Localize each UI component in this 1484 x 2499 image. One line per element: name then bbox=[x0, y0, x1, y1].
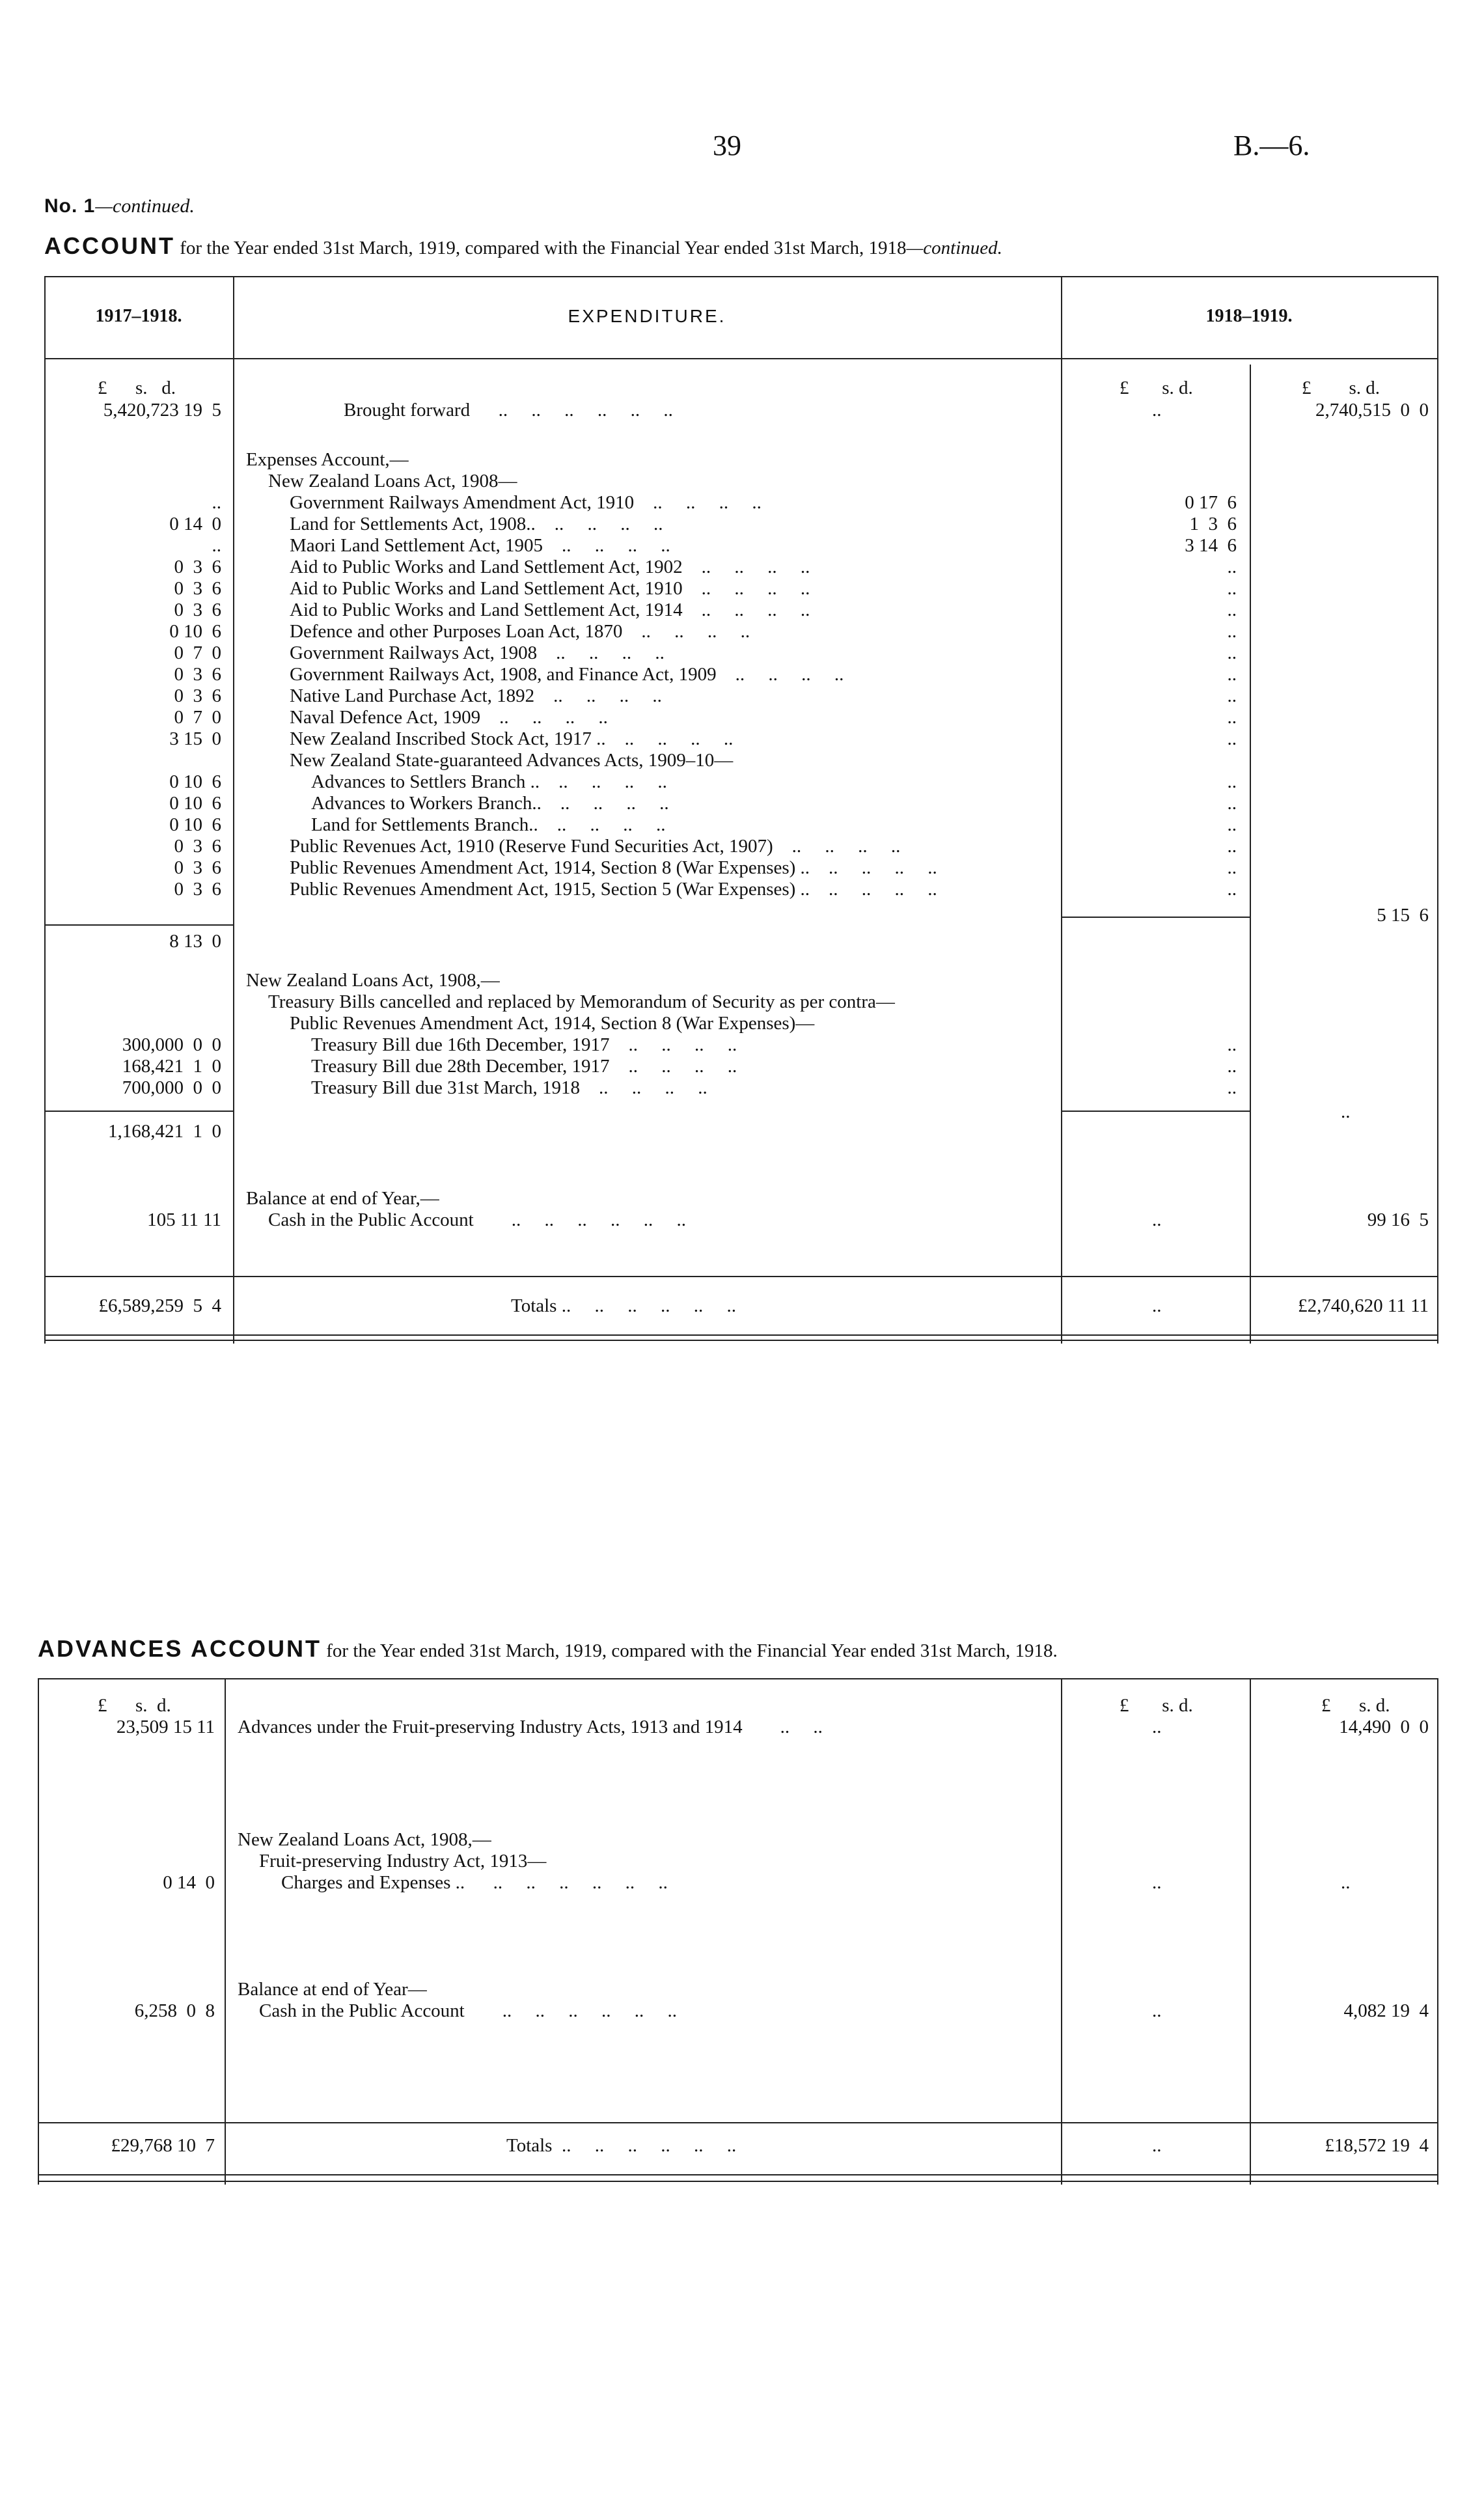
nzla-title: New Zealand Loans Act, 1908— bbox=[268, 471, 517, 491]
adv-units-r2: £ s. d. bbox=[1321, 1695, 1390, 1716]
revenue-item-r1: .. bbox=[1227, 879, 1237, 900]
adv-row1-left: 23,509 15 11 bbox=[116, 1717, 215, 1737]
treasury-bill-label: Treasury Bill due 31st March, 1918 .. .. .. .. bbox=[311, 1077, 708, 1098]
expense-item-label: Government Railways Act, 1908, and Finance Act, 1909 .. .. .. .. bbox=[290, 664, 844, 685]
adv-totals-r2: £18,572 19 4 bbox=[1325, 2135, 1429, 2156]
adv-balance-r1: .. bbox=[1152, 2000, 1162, 2021]
balance-title: Balance at end of Year,— bbox=[246, 1188, 439, 1209]
treasury-bill-r1: .. bbox=[1227, 1077, 1237, 1098]
expense-item-label: Defence and other Purposes Loan Act, 1870 .. .. .. .. bbox=[290, 621, 750, 642]
expense-item-label: Maori Land Settlement Act, 1905 .. .. .. .. bbox=[290, 535, 670, 556]
adv-totals-r1: .. bbox=[1152, 2135, 1162, 2156]
adv-row1-r1: .. bbox=[1152, 1717, 1162, 1737]
expense-item-r1: .. bbox=[1227, 685, 1237, 706]
expense-item-label: Naval Defence Act, 1909 .. .. .. .. bbox=[290, 707, 608, 728]
guaranteed-item-r1: .. bbox=[1227, 814, 1237, 835]
revenue-item-label: Public Revenues Amendment Act, 1914, Section 8 (War Expenses) .. .. .. .. .. bbox=[290, 857, 937, 878]
treasury-bill-left: 168,421 1 0 bbox=[122, 1056, 221, 1077]
section-number bbox=[44, 195, 195, 217]
expense-item-r1: .. bbox=[1227, 600, 1237, 620]
revenue-item-left: 0 3 6 bbox=[174, 879, 221, 900]
totals-r1: .. bbox=[1152, 1295, 1162, 1316]
account-word: ACCOUNT bbox=[44, 232, 175, 259]
adv-row1-label: Advances under the Fruit-preserving Industry Acts, 1913 and 1914 .. .. bbox=[238, 1717, 823, 1737]
expense-item-left: 0 7 0 bbox=[174, 707, 221, 728]
expense-item-r1: .. bbox=[1227, 707, 1237, 728]
adv-balance-label: Cash in the Public Account .. .. .. .. .. .. bbox=[259, 2000, 677, 2021]
expense-item-left: 0 10 6 bbox=[169, 621, 221, 642]
expense-item-left: 0 3 6 bbox=[174, 664, 221, 685]
totals-left: £6,589,259 5 4 bbox=[98, 1295, 221, 1316]
balance-r2: 99 16 5 bbox=[1367, 1209, 1429, 1230]
page-number: 39 bbox=[713, 130, 741, 161]
guaranteed-item-label: Advances to Workers Branch.. .. .. .. .. bbox=[311, 793, 669, 814]
guaranteed-item-label: Advances to Settlers Branch .. .. .. .. .. bbox=[311, 771, 667, 792]
totals-r2: £2,740,620 11 11 bbox=[1298, 1295, 1429, 1316]
adv-balance-left: 6,258 0 8 bbox=[134, 2000, 215, 2021]
col-expenditure: EXPENDITURE. bbox=[568, 306, 726, 326]
treasury-bill-r1: .. bbox=[1227, 1034, 1237, 1055]
page-reference: B.—6. bbox=[1233, 130, 1310, 161]
adv-charges-r1: .. bbox=[1152, 1872, 1162, 1893]
guaranteed-title: New Zealand State-guaranteed Advances Acts, 1909–10— bbox=[290, 750, 734, 771]
treasury-title: Treasury Bills cancelled and replaced by Memorandum of Security as per contra— bbox=[268, 991, 895, 1012]
pra-title: Public Revenues Amendment Act, 1914, Section 8 (War Expenses)— bbox=[290, 1013, 815, 1034]
adv-charges-label: Charges and Expenses .. .. .. .. .. .. .. bbox=[281, 1872, 668, 1893]
brought-left: 5,420,723 19 5 bbox=[103, 400, 221, 421]
treasury-bill-label: Treasury Bill due 28th December, 1917 .. .. .. .. bbox=[311, 1056, 737, 1077]
expenses-total-r2: 5 15 6 bbox=[1377, 905, 1429, 926]
expense-item-r1: .. bbox=[1227, 728, 1237, 749]
expense-item-left: 0 3 6 bbox=[174, 685, 221, 706]
adv-totals-label: Totals .. .. .. .. .. .. bbox=[506, 2135, 737, 2156]
col-1917-1918: 1917–1918. bbox=[95, 306, 182, 326]
expenses-title: Expenses Account,— bbox=[246, 449, 409, 470]
adv-nzla: New Zealand Loans Act, 1908,— bbox=[238, 1829, 491, 1850]
expense-item-left: 0 3 6 bbox=[174, 557, 221, 577]
adv-fruit: Fruit-preserving Industry Act, 1913— bbox=[259, 1851, 547, 1871]
expense-item-r1: .. bbox=[1227, 578, 1237, 599]
expense-item-left: 0 3 6 bbox=[174, 578, 221, 599]
expense-item-r1: 0 17 6 bbox=[1185, 492, 1237, 513]
advances-heading-text: for the Year ended 31st March, 1919, compared with the Financial Year ended 31st March, 1918. bbox=[326, 1640, 1058, 1661]
bills-total-left: 1,168,421 1 0 bbox=[108, 1121, 221, 1142]
guaranteed-item-left: 0 10 6 bbox=[169, 814, 221, 835]
adv-units-left: £ s. d. bbox=[98, 1695, 171, 1716]
adv-totals-left: £29,768 10 7 bbox=[111, 2135, 215, 2156]
advances-word: ADVANCES ACCOUNT bbox=[38, 1635, 322, 1662]
units-left: £ s. d. bbox=[98, 378, 176, 398]
treasury-bill-label: Treasury Bill due 16th December, 1917 .. .. .. .. bbox=[311, 1034, 737, 1055]
revenue-item-left: 0 3 6 bbox=[174, 836, 221, 857]
balance-label: Cash in the Public Account .. .. .. .. .. .. bbox=[268, 1209, 686, 1230]
adv-row1-r2: 14,490 0 0 bbox=[1339, 1717, 1429, 1737]
expense-item-r1: 1 3 6 bbox=[1189, 514, 1237, 534]
units-r1: £ s. d. bbox=[1120, 378, 1193, 398]
units-r2: £ s. d. bbox=[1302, 378, 1381, 398]
adv-charges-left: 0 14 0 bbox=[163, 1872, 215, 1893]
brought-r1: .. bbox=[1152, 400, 1162, 421]
section-continued: —continued. bbox=[95, 195, 195, 217]
account-heading-text: for the Year ended 31st March, 1919, compared with the Financial Year ended 31st March, 1918 bbox=[180, 238, 907, 258]
expense-item-label: Government Railways Amendment Act, 1910 .. .. .. .. bbox=[290, 492, 762, 513]
revenue-item-r1: .. bbox=[1227, 857, 1237, 878]
expense-item-r1: .. bbox=[1227, 621, 1237, 642]
treasury-bill-r1: .. bbox=[1227, 1056, 1237, 1077]
expense-item-r1: .. bbox=[1227, 642, 1237, 663]
expense-item-label: Aid to Public Works and Land Settlement Act, 1910 .. .. .. .. bbox=[290, 578, 810, 599]
expense-item-label: Government Railways Act, 1908 .. .. .. .. bbox=[290, 642, 665, 663]
expense-item-label: New Zealand Inscribed Stock Act, 1917 .. .. .. .. .. bbox=[290, 728, 734, 749]
guaranteed-item-left: 0 10 6 bbox=[169, 771, 221, 792]
brought-r2: 2,740,515 0 0 bbox=[1315, 400, 1429, 421]
account-heading-continued: —continued. bbox=[906, 238, 1002, 258]
expense-item-left: .. bbox=[212, 535, 221, 556]
adv-balance-title: Balance at end of Year— bbox=[238, 1979, 427, 2000]
bills-total-r2: .. bbox=[1341, 1101, 1351, 1122]
brought-label: Brought forward .. .. .. .. .. .. bbox=[344, 400, 673, 421]
adv-units-r1: £ s. d. bbox=[1120, 1695, 1193, 1716]
expense-item-label: Native Land Purchase Act, 1892 .. .. .. .. bbox=[290, 685, 662, 706]
treasury-bill-left: 700,000 0 0 bbox=[122, 1077, 221, 1098]
revenue-item-r1: .. bbox=[1227, 836, 1237, 857]
expenses-total-left: 8 13 0 bbox=[169, 931, 221, 952]
expense-item-left: .. bbox=[212, 492, 221, 513]
balance-r1: .. bbox=[1152, 1209, 1162, 1230]
expense-item-left: 0 3 6 bbox=[174, 600, 221, 620]
expense-item-label: Aid to Public Works and Land Settlement Act, 1914 .. .. .. .. bbox=[290, 600, 810, 620]
guaranteed-item-r1: .. bbox=[1227, 771, 1237, 792]
nzla2-title: New Zealand Loans Act, 1908,— bbox=[246, 970, 500, 991]
col-1918-1919: 1918–1919. bbox=[1205, 306, 1293, 326]
balance-left: 105 11 11 bbox=[147, 1209, 221, 1230]
totals-label: Totals .. .. .. .. .. .. bbox=[511, 1295, 736, 1316]
section-no: No. 1 bbox=[44, 195, 96, 217]
expense-item-r1: 3 14 6 bbox=[1185, 535, 1237, 556]
expense-item-left: 3 15 0 bbox=[169, 728, 221, 749]
expense-item-r1: .. bbox=[1227, 557, 1237, 577]
revenue-item-label: Public Revenues Amendment Act, 1915, Section 5 (War Expenses) .. .. .. .. .. bbox=[290, 879, 937, 900]
guaranteed-item-label: Land for Settlements Branch.. .. .. .. .. bbox=[311, 814, 666, 835]
guaranteed-item-left: 0 10 6 bbox=[169, 793, 221, 814]
advances-heading bbox=[38, 1635, 1058, 1663]
expense-item-label: Aid to Public Works and Land Settlement Act, 1902 .. .. .. .. bbox=[290, 557, 810, 577]
adv-balance-r2: 4,082 19 4 bbox=[1343, 2000, 1429, 2021]
account-heading bbox=[44, 232, 1002, 260]
treasury-bill-left: 300,000 0 0 bbox=[122, 1034, 221, 1055]
adv-charges-r2: .. bbox=[1341, 1872, 1351, 1893]
guaranteed-item-r1: .. bbox=[1227, 793, 1237, 814]
revenue-item-label: Public Revenues Act, 1910 (Reserve Fund Securities Act, 1907) .. .. .. .. bbox=[290, 836, 901, 857]
expense-item-left: 0 14 0 bbox=[169, 514, 221, 534]
expense-item-label: Land for Settlements Act, 1908.. .. .. .. .. bbox=[290, 514, 663, 534]
expense-item-r1: .. bbox=[1227, 664, 1237, 685]
expense-item-left: 0 7 0 bbox=[174, 642, 221, 663]
revenue-item-left: 0 3 6 bbox=[174, 857, 221, 878]
